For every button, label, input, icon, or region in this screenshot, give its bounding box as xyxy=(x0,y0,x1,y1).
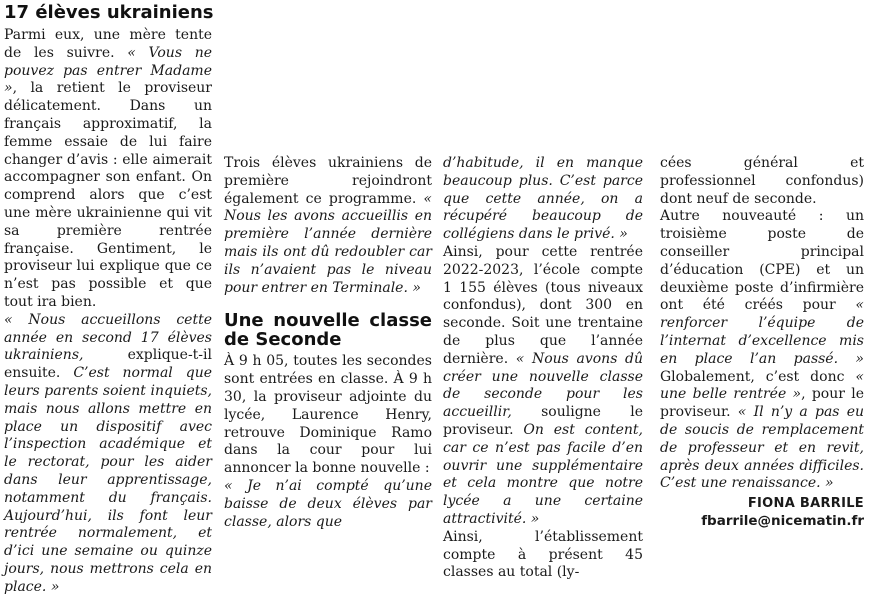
paragraph xyxy=(443,244,643,529)
paragraph xyxy=(4,312,212,597)
article-column-1 xyxy=(4,27,212,597)
body-text: , la retient le proviseur délicatement. Dans un français approximatif, la femme essaie de lui faire changer d’avis : elle aimerait accompagner son enfant. On comprend alors que c’est une mère ukrainienne qui vit sa première rentrée française. Gentiment, le proviseur lui explique que ce n’est pas possible et que tout ira bien. xyxy=(4,80,212,310)
paragraph xyxy=(224,155,432,297)
body-text: Trois élèves ukrainiens de première rejoindront également ce programme. xyxy=(224,155,432,207)
quote-text: « une belle rentrée » xyxy=(660,368,864,403)
paragraph: À 9 h 05, toutes les secondes sont entrées en classe. À 9 h 30, la proviseur adjointe du lycée, Laurence Henry, retrouve Dominique Ramo dans la cour pour lui annoncer la bonne nouvelle : xyxy=(224,353,432,477)
subheading: Une nouvelle classe de Seconde xyxy=(224,310,432,351)
quote-text: d’habitude, il en manque beaucoup plus. C’est parce que cette année, on a récupéré beaucoup de collégiens dans le privé. » xyxy=(443,155,643,243)
quote-text: « Je n’ai compté qu’une baisse de deux élèves par classe, alors que xyxy=(224,477,432,530)
body-text: , pour le proviseur. xyxy=(660,386,864,421)
quote-text: « renforcer l’équipe de l’internat d’excellence mis en place l’an passé. » xyxy=(660,297,864,367)
article-column-3 xyxy=(443,155,643,582)
quote-text: C’est normal que leurs parents soient inquiets, mais nous allons mettre en place un dispositif avec l’inspection académique et le rectorat, pour les aider dans leur apprentissage, notamment du français. Aujourd’hui, ils font leur rentrée normalement, et d’ici une semaine ou quinze jours, nous mettrons cela en place. » xyxy=(4,365,212,595)
byline xyxy=(660,495,864,531)
body-text: souligne le proviseur. xyxy=(443,404,643,438)
quote-text: « Vous ne pouvez pas entrer Madame » xyxy=(4,44,213,97)
body-text: explique-t-il ensuite. xyxy=(4,347,212,382)
body-text: Ainsi, pour cette rentrée 2022-2023, l’école compte 1 155 élèves (tous niveaux confondus), dont 300 en seconde. Soit une trentaine de plus que l’année dernière. xyxy=(443,243,643,367)
quote-text: On est content, car ce n’est pas facile d’en ouvrir une supplémentaire et cela montre que notre lycée a une certaine attractivité. » xyxy=(443,421,644,527)
body-text: Globalement, c’est donc xyxy=(660,368,856,385)
section-heading: 17 élèves ukrainiens xyxy=(4,2,214,23)
paragraph xyxy=(4,27,212,312)
body-text: Parmi eux, une mère tente de les suivre. xyxy=(4,27,212,61)
quote-text: « Nous les avons accueillis en première l’année dernière mais ils ont dû redoubler car ils n’avaient pas le niveau pour entrer en Terminale. » xyxy=(224,190,432,296)
author-name: FIONA BARRILE xyxy=(747,496,864,512)
quote-text: « Nous accueillons cette année en second 17 élèves ukrainiens, xyxy=(4,311,212,364)
quote-text: « Nous avons dû créer une nouvelle classe de seconde pour les accueillir, xyxy=(443,350,643,421)
article-column-4 xyxy=(660,155,864,531)
paragraph xyxy=(660,208,864,493)
article-column-2 xyxy=(224,155,432,531)
author-email[interactable]: fbarrile@nicematin.fr xyxy=(701,512,864,529)
paragraph: cées général et professionnel confondus) dont neuf de seconde. xyxy=(660,155,864,207)
body-text: Autre nouveauté : un troisième poste de conseiller principal d’éducation (CPE) et un deuxième poste d’infirmière ont été créés pour xyxy=(660,208,864,314)
paragraph: Ainsi, l’établissement compte à présent 45 classes au total (ly- xyxy=(443,528,643,581)
quote-text: « Il n’y a pas eu de soucis de remplacement de professeur et en revit, après deux années difficiles. C’est une renaissance. » xyxy=(660,404,865,492)
